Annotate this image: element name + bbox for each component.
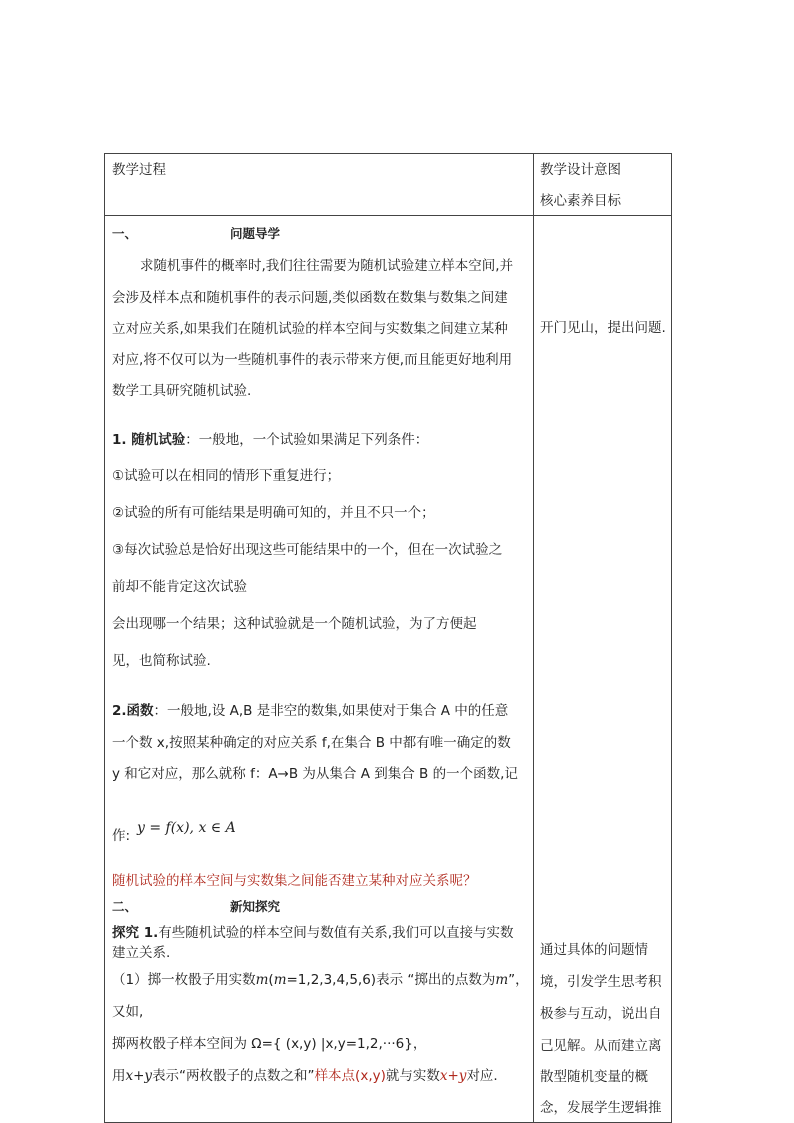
definition-function: [112, 703, 508, 719]
sum-text: 表示“两枚骰子的点数之和”: [152, 1068, 315, 1084]
section1-title: 问题导学: [230, 226, 281, 241]
intro-line: 数学工具研究随机试验.: [112, 383, 252, 399]
intro-line: 对应,将不仅可以为一些随机事件的表示带来方便,而且能更好地利用: [112, 352, 513, 368]
design-note-line: 散型随机变量的概: [540, 1069, 648, 1085]
dice-text: ”，: [508, 972, 529, 988]
definition-random-trial: [112, 432, 428, 448]
var-m: m: [495, 972, 509, 988]
header-divider: [105, 215, 671, 216]
definition-text: ：一般地,设 A,B 是非空的数集,如果使对于集合 A 中的任意: [153, 703, 509, 719]
also-label: 又如,: [112, 1004, 144, 1020]
header-teaching-process: 教学过程: [112, 162, 166, 178]
header-design-intent: 教学设计意图: [540, 162, 621, 178]
var-x-plus-y-highlight: x+y: [439, 1068, 467, 1084]
section1-number: 一、: [112, 226, 138, 241]
definition-function-line: 一个数 x,按照某种确定的对应关系 f,在集合 B 中都有唯一确定的数: [112, 735, 511, 751]
condition-2: ②试验的所有可能结果是明确可知的，并且不只一个；: [112, 505, 435, 521]
condition-3-cont: 前却不能肯定这次试验: [112, 579, 247, 595]
definition-label: 2.函数: [112, 703, 154, 719]
exploration-label: 探究 1.: [112, 925, 159, 941]
dice-text: （1）掷一枚骰子用实数: [112, 972, 256, 988]
condition-4: 会出现哪一个结果；这种试验就是一个随机试验，为了方便起: [112, 616, 477, 632]
dice-text: (: [268, 972, 274, 988]
condition-4-cont: 见，也简称试验.: [112, 653, 211, 669]
dice-example-1: [112, 972, 529, 988]
intro-line: 立对应关系,如果我们在随机试验的样本空间与实数集之间建立某种: [112, 321, 508, 337]
var-m: m: [273, 972, 287, 988]
definition-function-line: y 和它对应，那么就称 f：A→B 为从集合 A 到集合 B 的一个函数,记: [112, 766, 518, 782]
section2-title: 新知探究: [230, 899, 281, 914]
definition-text: ：一般地，一个试验如果满足下列条件：: [185, 432, 429, 448]
sum-text: 就与实数: [385, 1068, 440, 1084]
function-formula: y = f(x), x ∈ A: [137, 820, 236, 836]
intro-line: 求随机事件的概率时,我们往往需要为随机试验建立样本空间,并: [140, 258, 514, 274]
definition-label: 1. 随机试验: [112, 432, 186, 448]
condition-1: ①试验可以在相同的情形下重复进行；: [112, 468, 341, 484]
guiding-question: 随机试验的样本空间与实数集之间能否建立某种对应关系呢？: [112, 873, 477, 889]
header-core-literacy: 核心素养目标: [540, 193, 621, 209]
design-note-line: 念，发展学生逻辑推: [540, 1100, 662, 1116]
intro-line: 会涉及样本点和随机事件的表示问题,类似函数在数集与数集之间建: [112, 290, 508, 306]
sum-text: 用: [112, 1068, 126, 1084]
design-note-1: 开门见山，提出问题.: [540, 320, 666, 336]
exploration-1: [112, 925, 514, 941]
design-note-line: 境，引发学生思考积: [540, 974, 662, 990]
exploration-text: 有些随机试验的样本空间与数值有关系,我们可以直接与实数: [158, 925, 514, 941]
exploration-line: 建立关系.: [112, 945, 171, 961]
dice-text: =1,2,3,4,5,6)表示 “掷出的点数为: [286, 972, 496, 988]
column-divider: [533, 154, 534, 1122]
sum-correspondence: [112, 1068, 498, 1084]
design-note-line: 极参与互动，说出自: [540, 1006, 662, 1022]
sum-text: 对应.: [466, 1068, 498, 1084]
var-x-plus-y: x+y: [125, 1068, 153, 1084]
var-m: m: [255, 972, 269, 988]
sample-space-omega: 掷两枚骰子样本空间为 Ω={ (x,y) |x,y=1,2,···6}，: [112, 1036, 427, 1052]
design-note-line: 通过具体的问题情: [540, 942, 648, 958]
condition-3: ③每次试验总是恰好出现这些可能结果中的一个，但在一次试验之: [112, 542, 503, 558]
section2-number: 二、: [112, 899, 138, 914]
design-note-line: 己见解。从而建立离: [540, 1038, 662, 1054]
definition-function-tail: 作:: [112, 828, 131, 844]
sample-point-highlight: 样本点(x,y): [314, 1068, 386, 1084]
